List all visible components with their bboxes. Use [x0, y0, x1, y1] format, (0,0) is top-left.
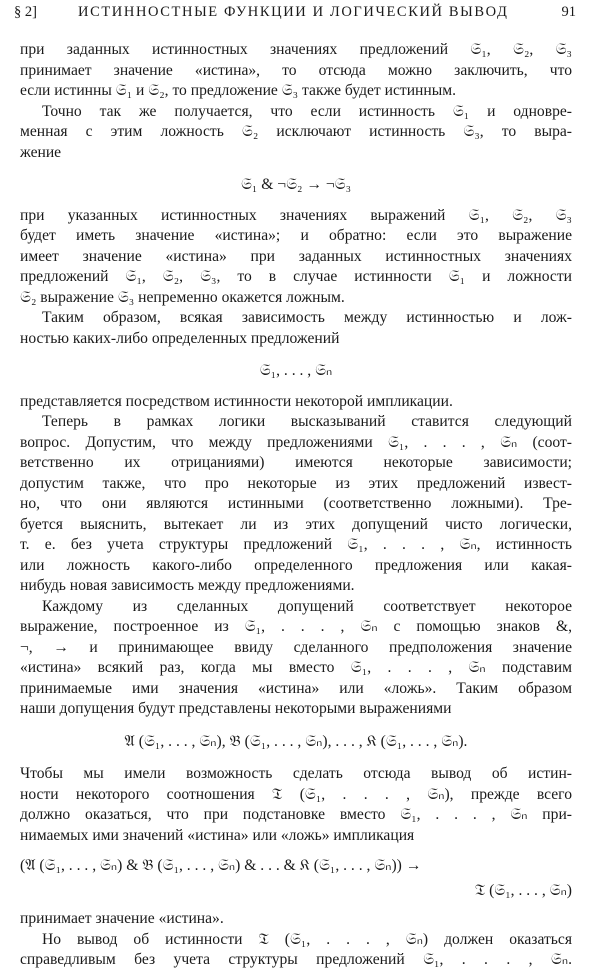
display-formula: 𝔖₁ & ¬𝔖₂ → ¬𝔖₃	[240, 176, 352, 193]
text-line: ветственно их отрицаниями) имеются некоторые зависимости;	[20, 454, 572, 471]
text-line: справедливым без учета структуры предложений 𝔖₁, . . . , 𝔖ₙ.	[20, 951, 572, 968]
text-line: ностью каких-либо определенных предложений	[20, 329, 340, 347]
text-line: наши допущения будут представлены некоторыми выражениями	[20, 700, 452, 717]
text-line: принимает значение «истина», то отсюда можно заключить, что	[20, 61, 572, 79]
spacer	[20, 846, 572, 856]
section-marker: § 2]	[14, 4, 37, 20]
spacer	[20, 382, 572, 392]
text-line: ¬, → и принимающее ввиду сделанного предположения значение	[20, 638, 572, 656]
text-line: (𝔄 (𝔖₁, . . . , 𝔖ₙ) & 𝔅 (𝔖₁, . . . , 𝔖ₙ) & . . . & 𝔎 (𝔖₁, . . . , 𝔖ₙ)) →	[20, 857, 422, 874]
text-line: Чтобы мы имели возможность сделать отсюда вывод об истин-	[20, 765, 572, 782]
text-line: предложений 𝔖₁, 𝔖₂, 𝔖₃, то в случае истинности 𝔖₁ и ложности	[20, 268, 572, 285]
spacer	[20, 163, 572, 175]
spacer	[20, 752, 572, 764]
text-line: но, что они являются истинными (соответственно ложными). Тре-	[20, 495, 572, 512]
paragraph-first-line: Каждому из сделанных допущений соответствует некоторое	[42, 597, 572, 615]
text-line: должно оказаться, что при подстановке вместо 𝔖₁, . . . , 𝔖ₙ при-	[20, 806, 572, 823]
running-header	[14, 4, 576, 28]
text-line: или ложность какого-либо определенного предложения или какая-	[20, 556, 572, 574]
text-line: т. е. без учета структуры предложений 𝔖₁, . . . , 𝔖ₙ, истинность	[20, 536, 572, 553]
paragraph-first-line: Точно так же получается, что если истинность 𝔖₁ и одновре-	[42, 102, 572, 120]
text-line: ности некоторого соотношения 𝔗 (𝔖₁, . . . , 𝔖ₙ), прежде всего	[20, 785, 572, 803]
text-line: при заданных истинностных значениях предложений 𝔖₁, 𝔖₂, 𝔖₃	[20, 41, 572, 58]
page-body	[20, 40, 572, 971]
text-line: менная с этим ложность 𝔖₂ исключают истинность 𝔖₃, то выра-	[20, 123, 572, 140]
text-line: «истина» всякий раз, когда мы вместо 𝔖₁, . . . , 𝔖ₙ подставим	[20, 659, 572, 676]
text-line: нибудь новая зависимость между предложениями.	[20, 577, 355, 594]
text-line: имеет значение «истина» при заданных истинностных значениях	[20, 247, 572, 265]
spacer	[20, 196, 572, 206]
spacer	[20, 720, 572, 732]
paragraph-first-line: Теперь в рамках логики высказываний ставится следующий	[42, 413, 572, 430]
display-formula: 𝔗 (𝔖₁, . . . , 𝔖ₙ)	[474, 881, 572, 899]
text-line: выражение, построенное из 𝔖₁, . . . , 𝔖ₙ с помощью знаков &,	[20, 618, 572, 635]
text-line: принимаемые ими значения «истина» или «ложь». Таким образом	[20, 679, 572, 697]
display-formula: 𝔖₁, . . . , 𝔖ₙ	[259, 362, 333, 379]
paragraph-first-line: Таким образом, всякая зависимость между истинностью и лож-	[42, 309, 572, 326]
paragraph-first-line: Но вывод об истинности 𝔗 (𝔖₁, . . . , 𝔖ₙ) должен оказаться	[42, 930, 572, 948]
text-line: допустим также, что про некоторые из этих предложений извест-	[20, 474, 572, 492]
text-line: вопрос. Допустим, что между предложениями 𝔖₁, . . . , 𝔖ₙ (соот-	[20, 433, 572, 451]
text-line: представляется посредством истинности некоторой импликации.	[20, 392, 453, 410]
spacer	[20, 901, 572, 909]
text-line: жение	[20, 143, 62, 161]
text-line: если истинны 𝔖₁ и 𝔖₂, то предложение 𝔖₃ также будет истинным.	[20, 82, 456, 99]
text-line: буется выяснить, вытекает ли из этих допущений чисто логически,	[20, 515, 572, 533]
running-title: ИСТИННОСТНЫЕ ФУНКЦИИ И ЛОГИЧЕСКИЙ ВЫВОД	[78, 4, 509, 20]
text-line: будет иметь значение «истина»; и обратно: если это выражение	[20, 227, 572, 244]
text-line: нимаемых ими значений «истина» или «ложь» импликация	[20, 826, 415, 844]
spacer	[20, 349, 572, 361]
display-formula: 𝔄 (𝔖₁, . . . , 𝔖ₙ), 𝔅 (𝔖₁, . . . , 𝔖ₙ), . . . , 𝔎 (𝔖₁, . . . , 𝔖ₙ).	[124, 732, 468, 750]
page-number: 91	[561, 4, 576, 20]
text-line: 𝔖₂ выражение 𝔖₃ непременно окажется ложным.	[20, 288, 345, 306]
text-line: принимает значение «истина».	[20, 910, 224, 927]
text-line: при указанных истинностных значениях выражений 𝔖₁, 𝔖₂, 𝔖₃	[20, 206, 572, 224]
